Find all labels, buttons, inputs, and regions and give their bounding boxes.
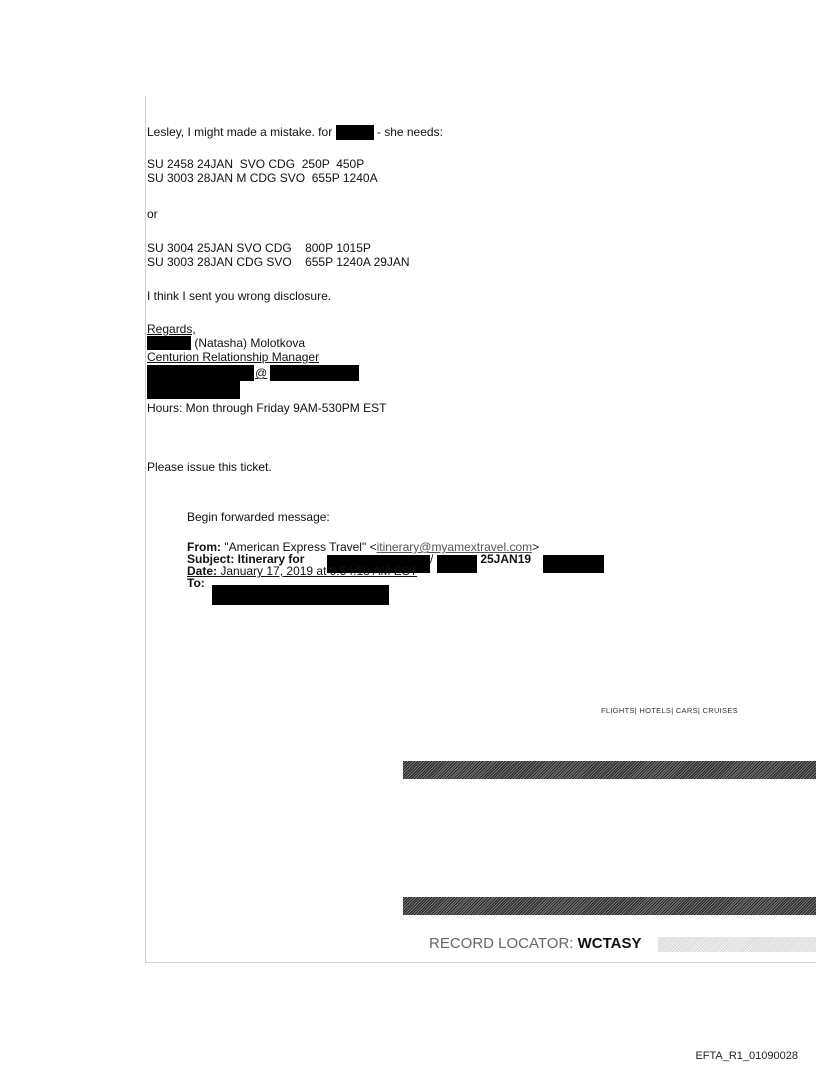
issue-request: Please issue this ticket.	[147, 460, 272, 474]
flight-option-2-line-2: SU 3003 28JAN CDG SVO 655P 1240A 29JAN	[147, 255, 410, 269]
redaction-bar	[147, 336, 191, 350]
forwarded-intro: Begin forwarded message:	[187, 510, 330, 524]
regards: Regards,	[147, 322, 196, 336]
itinerary-header-band	[403, 761, 816, 779]
greeting-text-end: - she needs:	[373, 125, 443, 139]
email-at-sign: @	[255, 366, 268, 380]
greeting-text-start: Lesley, I might made a mistake. for	[147, 125, 336, 139]
subject-label: Subject: Itinerary for	[187, 552, 308, 566]
forwarded-to	[187, 578, 205, 589]
or-label: or	[147, 207, 158, 221]
sender-name: (Natasha) Molotkova	[191, 336, 306, 350]
email-frame	[145, 96, 816, 963]
forwarded-date	[187, 566, 417, 577]
redaction-bar	[543, 555, 604, 573]
record-locator-value: WCTASY	[577, 935, 642, 952]
redaction-bar	[336, 125, 374, 140]
subject-date	[477, 554, 534, 565]
flight-option-2-line-1: SU 3004 25JAN SVO CDG 800P 1015P	[147, 241, 371, 255]
redaction-bar	[212, 585, 389, 605]
date-label: Date:	[187, 564, 218, 578]
document-id: EFTA_R1_01090028	[695, 1050, 798, 1062]
disclosure-line: I think I sent you wrong disclosure.	[147, 289, 332, 303]
record-locator-label: RECORD LOCATOR:	[429, 935, 578, 952]
redaction-bar	[270, 365, 359, 381]
subject-date-text: 25JAN19	[477, 552, 535, 566]
date-value: January 17, 2019 at 9:54:18 AM EST	[217, 564, 418, 578]
redaction-bar	[147, 381, 240, 399]
locator-background	[658, 937, 816, 952]
record-locator	[429, 935, 642, 952]
from-name: "American Express Travel" <	[221, 540, 377, 554]
itinerary-nav[interactable]: FLIGHTS| HOTELS| CARS| CRUISES	[601, 706, 738, 715]
from-close: >	[532, 540, 540, 554]
flight-option-1-line-2: SU 3003 28JAN M CDG SVO 655P 1240A	[147, 171, 378, 185]
office-hours: Hours: Mon through Friday 9AM-530PM EST	[147, 401, 387, 415]
flight-option-1-line-1: SU 2458 24JAN SVO CDG 250P 450P	[147, 157, 365, 171]
redaction-bar	[437, 555, 477, 573]
greeting-line	[147, 125, 443, 140]
subject-slash: /	[430, 552, 434, 566]
redaction-bar	[147, 365, 254, 381]
itinerary-section-band	[403, 897, 816, 915]
from-label: From:	[187, 540, 221, 554]
sender-title: Centurion Relationship Manager	[147, 350, 320, 364]
to-label: To:	[187, 576, 205, 590]
from-email-link[interactable]: itinerary@myamextravel.com	[376, 540, 533, 554]
